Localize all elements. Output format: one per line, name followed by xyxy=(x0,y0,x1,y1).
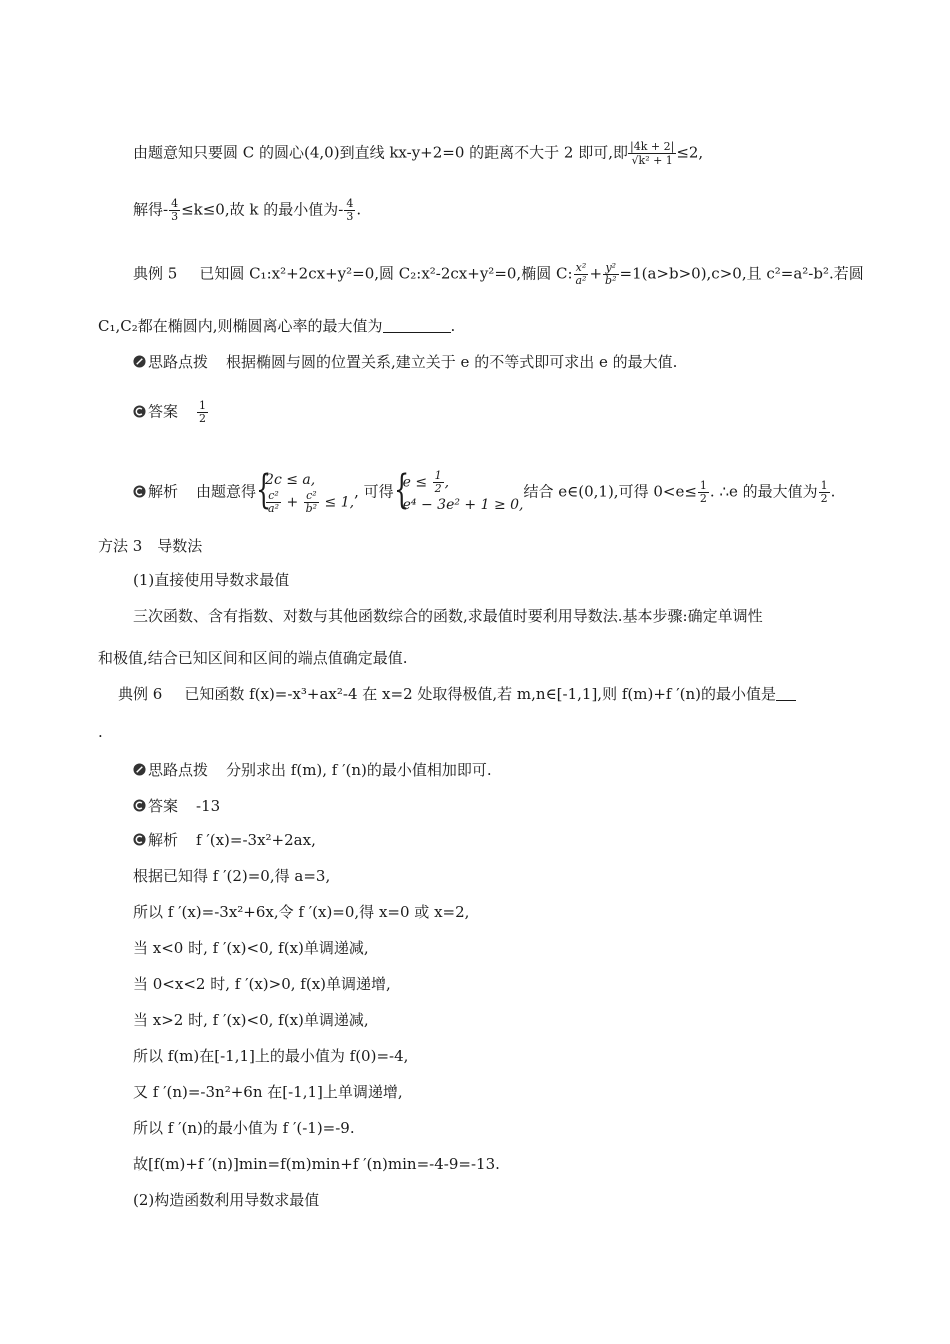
denominator: b² xyxy=(305,502,318,515)
solution-step: 又 f ′(n)=-3n²+6n 在[-1,1]上单调递增, xyxy=(133,1083,403,1101)
solution-step: 当 0<x<2 时, f ′(x)>0, f(x)单调递增, xyxy=(133,975,391,993)
system-row: 2c ≤ a, xyxy=(265,472,316,488)
solution-step: 根据已知得 f ′(2)=0,得 a=3, xyxy=(133,867,331,885)
subsection-heading: (2)构造函数利用导数求最值 xyxy=(133,1191,320,1209)
paragraph-distance xyxy=(133,140,703,167)
hint-label: 思路点拨 xyxy=(148,353,209,371)
text: 已知圆 C₁:x²+2cx+y²=0,圆 C₂:x²-2cx+y²=0,椭圆 C: xyxy=(199,264,573,283)
solution-step: 当 x>2 时, f ′(x)<0, f(x)单调递减, xyxy=(133,1011,369,1029)
example-6-cont: . xyxy=(98,723,103,741)
text: . xyxy=(830,482,836,501)
example-5-cont xyxy=(98,316,455,336)
text: 结合 e∈(0,1),可得 0<e≤ xyxy=(523,482,697,501)
analysis-icon xyxy=(133,833,146,846)
solution-6 xyxy=(133,830,316,850)
text: ≤2, xyxy=(676,143,704,162)
text: . xyxy=(356,200,362,219)
example-label: 典例 6 xyxy=(118,685,163,703)
text: e ≤ xyxy=(402,474,432,491)
section-heading: 方法 3 导数法 xyxy=(98,537,203,555)
numerator: 4 xyxy=(171,197,179,210)
solution-step: 所以 f ′(n)的最小值为 f ′(-1)=-9. xyxy=(133,1119,355,1137)
inequality-system-2 xyxy=(393,467,524,515)
fraction xyxy=(698,480,709,505)
text: =1(a>b>0),c>0,且 c²=a²-b².若圆 xyxy=(619,264,864,283)
denominator: a² xyxy=(268,502,279,515)
fraction xyxy=(169,198,180,223)
denominator: √k² + 1 xyxy=(631,154,673,167)
answer-blank xyxy=(383,318,451,333)
numerator: 1 xyxy=(199,399,207,412)
analysis-label: 解析 xyxy=(148,831,179,849)
brace: { xyxy=(393,467,409,513)
inequality-system-1 xyxy=(256,467,355,515)
numerator: y² xyxy=(603,262,618,275)
answer-blank xyxy=(776,686,796,701)
answer-label: 答案 xyxy=(148,402,179,421)
text: , xyxy=(444,474,450,491)
denominator: 2 xyxy=(699,492,707,505)
paragraph: 和极值,结合已知区间和区间的端点值确定最值. xyxy=(98,649,408,667)
hint-6 xyxy=(133,760,492,780)
fraction xyxy=(628,140,676,167)
numerator: |4k + 2| xyxy=(630,140,675,153)
solution-step: 所以 f ′(x)=-3x²+6x,令 f ′(x)=0,得 x=0 或 x=2, xyxy=(133,903,470,921)
hint-icon xyxy=(133,763,146,776)
numerator: x² xyxy=(574,262,589,275)
solution-5 xyxy=(133,467,836,515)
fraction xyxy=(574,262,589,287)
text: 已知函数 f(x)=-x³+ax²-4 在 x=2 处取得极值,若 m,n∈[-1,1],则 f(m)+f ′(n)的最小值是 xyxy=(184,685,776,703)
text: . xyxy=(450,317,456,335)
denominator: 2 xyxy=(820,492,828,505)
solution-step: 故[f(m)+f ′(n)]min=f(m)min+f ′(n)min=-4-9=-13. xyxy=(133,1155,500,1173)
text: 由题意得 xyxy=(196,482,257,501)
text: ≤ 1, xyxy=(324,494,355,511)
answer-5 xyxy=(133,400,209,425)
example-5 xyxy=(133,262,864,287)
analysis-label: 解析 xyxy=(148,482,179,501)
numerator: 1 xyxy=(820,479,828,492)
text: 根据椭圆与圆的位置关系,建立关于 e 的不等式即可求出 e 的最大值. xyxy=(226,353,678,371)
fraction xyxy=(603,262,618,287)
paragraph: 三次函数、含有指数、对数与其他函数综合的函数,求最值时要利用导数法.基本步骤:确定单调性 xyxy=(133,607,763,625)
denominator: 2 xyxy=(434,482,442,495)
system-row xyxy=(403,470,524,495)
denominator: 2 xyxy=(199,412,207,425)
denominator: 3 xyxy=(346,210,354,223)
answer-label: 答案 xyxy=(148,797,179,815)
hint-icon xyxy=(133,355,146,368)
denominator: a² xyxy=(575,274,587,287)
numerator: 4 xyxy=(346,197,354,210)
answer-icon xyxy=(133,799,146,812)
denominator: 3 xyxy=(171,210,179,223)
numerator: 1 xyxy=(434,469,442,482)
answer-6 xyxy=(133,796,220,816)
subsection-heading: (1)直接使用导数求最值 xyxy=(133,571,290,589)
numerator: 1 xyxy=(699,479,707,492)
example-6 xyxy=(118,684,796,704)
analysis-icon xyxy=(133,485,146,498)
fraction xyxy=(433,470,444,495)
text: ≤k≤0,故 k 的最小值为- xyxy=(181,200,344,219)
numerator: c² xyxy=(266,490,281,503)
text: 由题意知只要圆 C 的圆心(4,0)到直线 kx-y+2=0 的距离不大于 2 即可,即 xyxy=(133,143,629,162)
answer-icon xyxy=(133,405,146,418)
system-row: $\frac{\text{c²}}{\text{a²}}$ + $\frac{\text{c²}}{\text{b²}}$ ≤ 1, xyxy=(268,489,355,515)
fraction xyxy=(197,400,208,425)
hint-5 xyxy=(133,352,677,372)
hint-label: 思路点拨 xyxy=(148,761,209,779)
example-label: 典例 5 xyxy=(133,264,178,283)
text: , 可得 xyxy=(354,482,394,501)
text: . ∴e 的最大值为 xyxy=(709,482,818,501)
text: + xyxy=(589,264,603,283)
text: 解得- xyxy=(133,200,169,219)
paragraph-solve-k xyxy=(133,198,361,223)
text: C₁,C₂都在椭圆内,则椭圆离心率的最大值为 xyxy=(98,317,383,335)
solution-step: 当 x<0 时, f ′(x)<0, f(x)单调递减, xyxy=(133,939,369,957)
fraction xyxy=(344,198,355,223)
text: f ′(x)=-3x²+2ax, xyxy=(196,831,316,849)
text: 分别求出 f(m), f ′(n)的最小值相加即可. xyxy=(226,761,492,779)
fraction xyxy=(819,480,830,505)
solution-step: 所以 f(m)在[-1,1]上的最小值为 f(0)=-4, xyxy=(133,1047,409,1065)
answer-value: -13 xyxy=(196,797,221,815)
system-row: e⁴ − 3e² + 1 ≥ 0, xyxy=(402,497,524,513)
fraction xyxy=(304,490,319,515)
denominator: b² xyxy=(605,274,617,287)
numerator: c² xyxy=(304,490,319,503)
brace: { xyxy=(256,467,272,513)
